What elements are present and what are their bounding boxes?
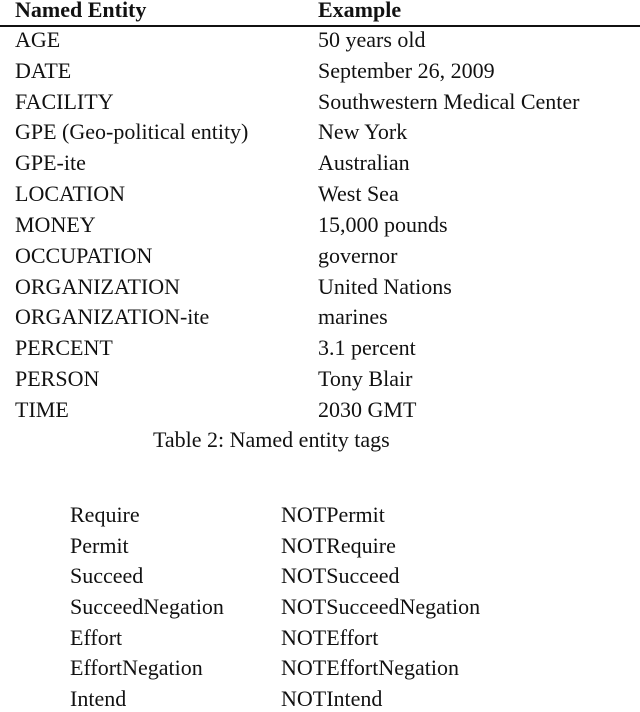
entity-tag-cell: TIME <box>15 396 69 422</box>
tag-cell: Require <box>70 502 140 527</box>
example-cell: 2030 GMT <box>318 396 417 422</box>
negated-tag-cell: NOTSucceed <box>281 563 400 589</box>
tag-cell: Permit <box>70 532 129 558</box>
entity-tag-cell: ORGANIZATION-ite <box>15 304 210 330</box>
negated-tag-cell: NOTEffortNegation <box>281 655 459 681</box>
example-cell: West Sea <box>318 181 399 207</box>
example-cell: September 26, 2009 <box>318 57 495 83</box>
example-cell: New York <box>318 119 408 145</box>
example-cell: marines <box>318 304 388 330</box>
negated-tag-cell: NOTRequire <box>281 532 396 558</box>
tag-cell: Succeed <box>70 563 144 589</box>
entity-tag-cell: GPE-ite <box>15 150 86 176</box>
example-cell: Australian <box>318 150 410 176</box>
negated-tag-cell: NOTEffort <box>281 624 379 650</box>
entity-tag-cell: MONEY <box>15 211 96 237</box>
entity-tag-cell: AGE <box>15 27 61 52</box>
example-cell: Southwestern Medical Center <box>318 88 580 114</box>
example-cell: United Nations <box>318 273 452 299</box>
entity-tag-cell: GPE (Geo-political entity) <box>15 119 249 145</box>
example-cell: Tony Blair <box>318 366 413 392</box>
entity-tag-cell: PERCENT <box>15 335 113 361</box>
entity-tag-cell: LOCATION <box>15 181 125 207</box>
column-header-named-entity: Named Entity <box>15 0 147 22</box>
column-header-example: Example <box>318 0 402 22</box>
example-cell: 3.1 percent <box>318 335 416 361</box>
example-cell: 50 years old <box>318 27 426 52</box>
entity-tag-cell: DATE <box>15 57 72 83</box>
tag-cell: Effort <box>70 624 123 650</box>
tag-cell: EffortNegation <box>70 655 203 681</box>
tag-cell: SucceedNegation <box>70 594 224 619</box>
entity-tag-cell: PERSON <box>15 366 100 392</box>
entity-tag-cell: ORGANIZATION <box>15 273 180 299</box>
negated-tag-cell: NOTIntend <box>281 686 383 712</box>
table-caption: Table 2: Named entity tags <box>153 427 390 452</box>
entity-tag-cell: FACILITY <box>15 88 114 114</box>
example-cell: governor <box>318 242 398 268</box>
negated-tag-cell: NOTSucceedNegation <box>281 594 481 619</box>
negated-tag-cell: NOTPermit <box>281 502 385 527</box>
example-cell: 15,000 pounds <box>318 211 448 237</box>
entity-tag-cell: OCCUPATION <box>15 242 153 268</box>
tag-cell: Intend <box>70 686 127 712</box>
